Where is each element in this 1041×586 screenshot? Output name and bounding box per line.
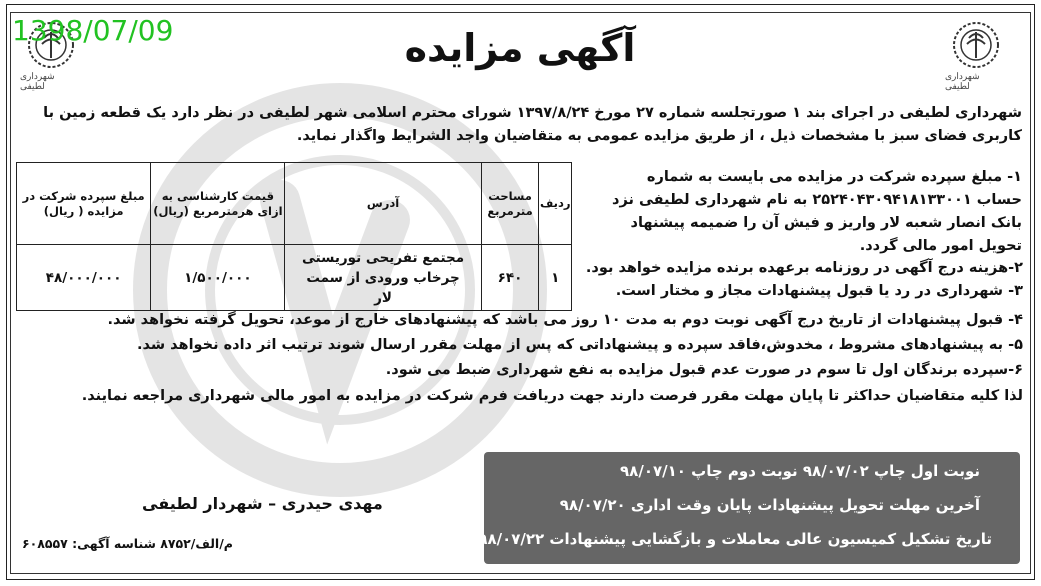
header-deposit: مبلغ سپرده شرکت در مزایده ( ریال) [17,163,151,245]
deadline-date: آخرین مهلت تحویل پیشنهادات پایان وقت اداری ۹۸/۰۷/۲۰ [559,496,980,514]
condition-1 [580,166,1022,258]
header-area: مساحت مترمربع [481,163,539,245]
condition-7: لذا کلیه متقاضیان حداکثر تا پایان مهلت مقرر فرصت دارند جهت دریافت فرم شرکت در مزایده به امور مالی شهرداری مراجعه نمایند. [81,388,1023,404]
cell-row-number: ۱ [539,245,572,311]
condition-line: ۱- مبلغ سپرده شرکت در مزایده می بایست به شماره [646,169,1022,185]
condition-4: ۴- قبول پیشنهادات از تاریخ درج آگهی نوبت دوم به مدت ۱۰ روز می باشد که پیشنهادهای خارج از موعد، تحویل گرفته نخواهد شد. [107,312,1023,328]
commission-date: تاریخ تشکیل کمیسیون عالی معاملات و بازگشایی پیشنهادات ۹۸/۰۷/۲۲ [478,530,992,548]
municipality-logo-right [945,20,1007,92]
dates-box [478,452,1020,564]
intro-paragraph [24,102,1022,148]
header-expert-price: قیمت کارشناسی به ازای هرمترمربع (ریال) [151,163,285,245]
logo-caption: شهرداری لطیفی [945,72,980,92]
condition-2: ۲-هزینه درج آگهی در روزنامه برعهده برنده مزایده خواهد بود. [585,260,1023,276]
cell-expert-price: ۱/۵۰۰/۰۰۰ [151,245,285,311]
table-row [17,245,572,311]
cell-deposit: ۴۸/۰۰۰/۰۰۰ [17,245,151,311]
footer-reference: م/الف/۸۷۵۲ شناسه آگهی: ۶۰۸۵۵۷ [22,536,233,551]
logo-caption: شهرداری لطیفی [20,72,55,92]
condition-line: تحویل امور مالی گردد. [859,238,1022,254]
table-header-row [17,163,572,245]
condition-line: بانک انصار شعبه لار واریز و فیش آن را ضمیمه پیشنهاد [630,215,1022,231]
header-address: آدرس [285,163,481,245]
condition-5: ۵- به پیشنهادهای مشروط ، مخدوش،فاقد سپرده و پیشنهاداتی که پس از مهلت مقرر ارسال شوند ترتیب اثر داده نخواهد شد. [136,337,1023,353]
print-dates: نوبت اول چاپ ۹۸/۰۷/۰۲ نوبت دوم چاپ ۹۸/۰۷/۱۰ [620,462,980,480]
cell-area: ۶۴۰ [481,245,539,311]
page-title: آگهی مزایده [404,26,636,70]
condition-6: ۶-سپرده برندگان اول تا سوم در صورت عدم قبول مزایده به نفع شهرداری ضبط می شود. [385,362,1023,378]
intro-line: کاربری فضای سبز با مشخصات ذیل ، از طریق مزایده عمومی به متقاضیان واجد الشرایط واگذار نماید. [296,128,1022,144]
condition-3: ۳- شهرداری در رد یا قبول پیشنهادات مجاز و مختار است. [615,283,1023,299]
intro-line: شهرداری لطیفی در اجرای بند ۱ صورتجلسه شماره ۲۷ مورخ ۱۳۹۷/۸/۲۴ شورای محترم اسلامی شهر لطیفی در نظر دارد یک قطعه زمین با [43,105,1022,121]
emblem-icon [951,20,1001,70]
header-row-number: ردیف [539,163,572,245]
condition-line: حساب ۲۵۲۴۰۴۳۰۹۴۱۸۱۳۳۰۰۱ به نام شهرداری لطیفی نزد [612,192,1022,208]
date-stamp: 1398/07/09 [12,14,174,47]
signature: مهدی حیدری – شهردار لطیفی [142,494,383,513]
auction-table [16,162,572,311]
cell-address: مجتمع تفریحی توریستی چرخاب ورودی از سمت لار [285,245,481,311]
